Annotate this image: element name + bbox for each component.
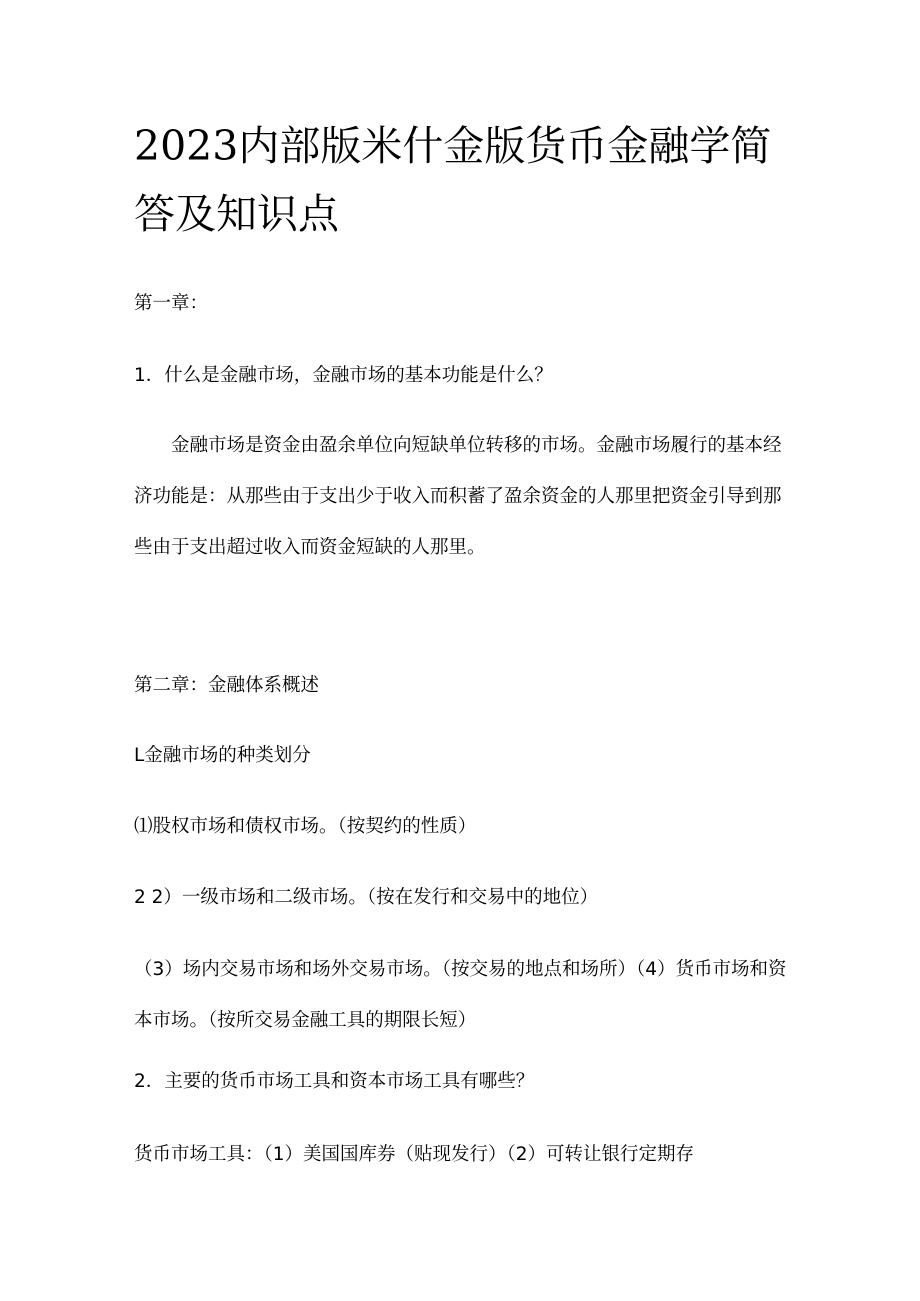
question-2: 2．主要的货币市场工具和资本市场工具有哪些？: [134, 1071, 535, 1092]
money-market-tools: 货币市场工具：（1）美国国库券（贴现发行）（2）可转让银行定期存: [134, 1144, 695, 1165]
answer-1-paragraph: 金融市场是资金由盈余单位向短缺单位转移的市场。金融市场履行的基本经济功能是：从那些由于支出少于收入而积蓄了盈余资金的人那里把资金引导到那些由于支出超过收入而资金短缺的人那里。: [134, 435, 782, 558]
classification-2: 2 2）一级市场和二级市场。（按在发行和交易中的地位）: [134, 887, 599, 908]
document-title: 2023内部版米什金版货币金融学简答及知识点: [134, 122, 772, 238]
chapter-2-heading: 第二章：金融体系概述: [134, 675, 320, 696]
question-1: 1．什么是金融市场，金融市场的基本功能是什么？: [134, 365, 553, 386]
classification-3-4: （3）场内交易市场和场外交易市场。（按交易的地点和场所）（4）货币市场和资本市场。（按所交易金融工具的期限长短）: [134, 959, 787, 1031]
chapter-1-heading: 第一章：: [134, 293, 209, 314]
item-1-heading: L金融市场的种类划分: [134, 745, 311, 766]
classification-1: ⑴股权市场和债权市场。（按契约的性质）: [134, 816, 477, 837]
